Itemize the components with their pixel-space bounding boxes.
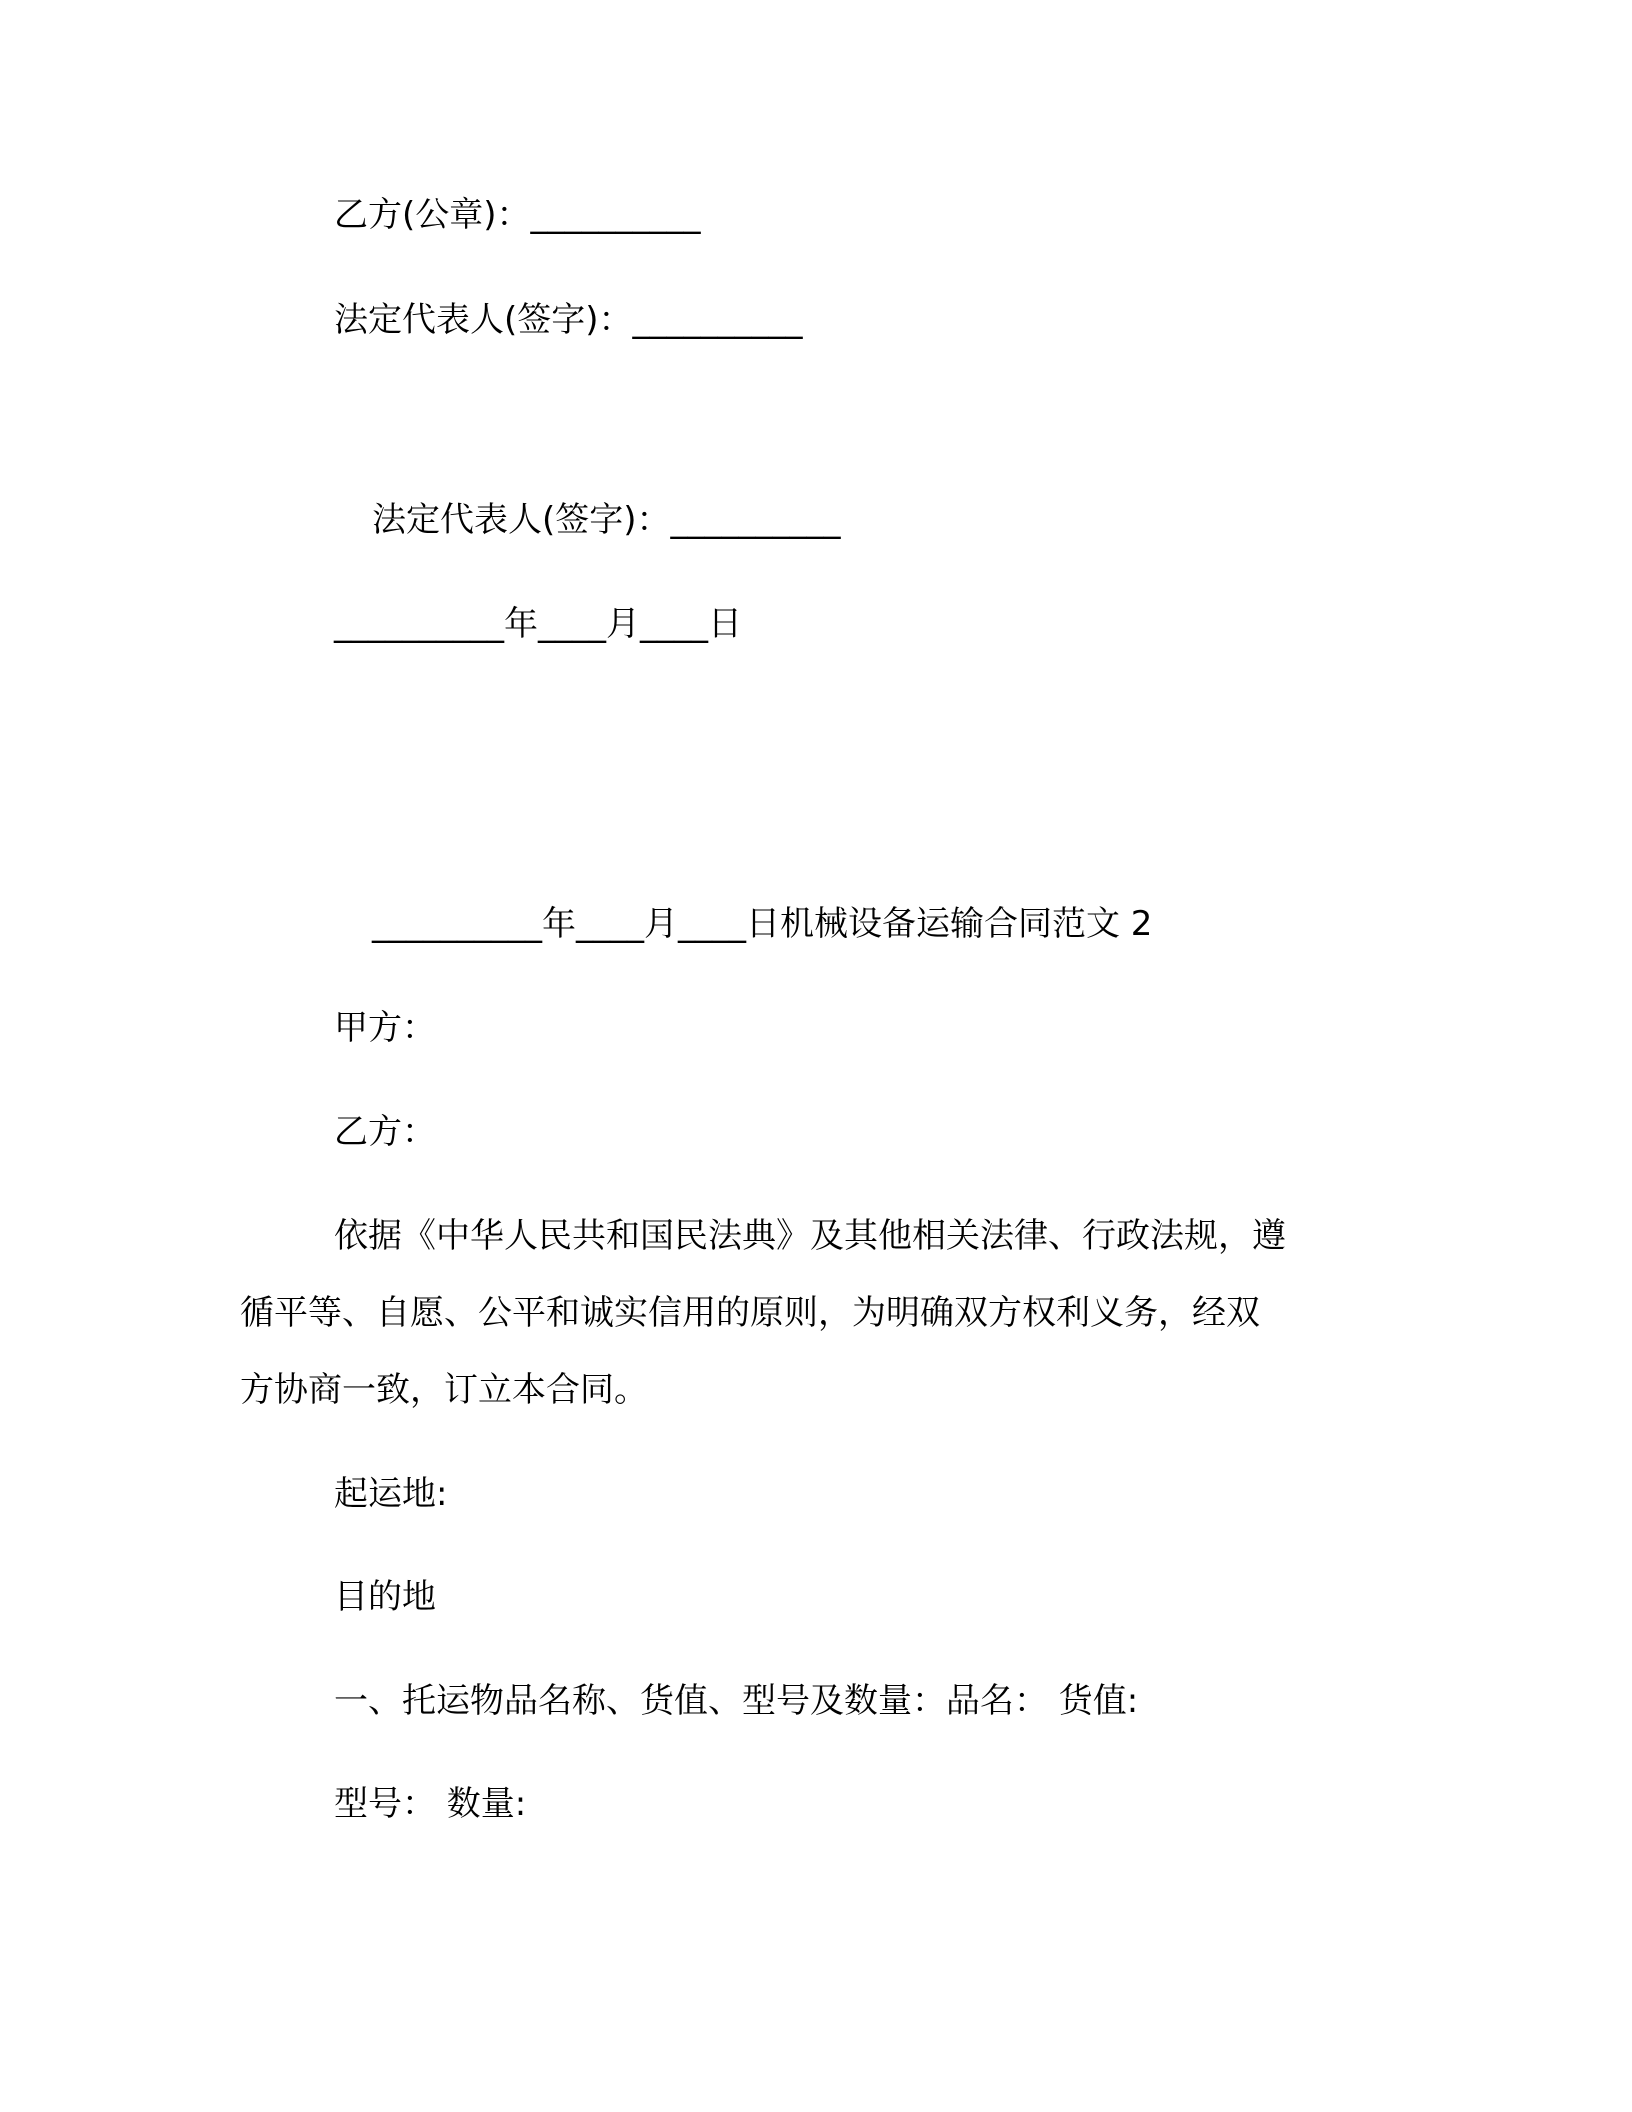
legal-rep-signature-line-2: 法定代表人(签字)：__________ (372, 500, 841, 540)
clause-1-heading: 一、托运物品名称、货值、型号及数量：品名： 货值: (334, 1681, 1139, 1721)
preamble-line-1: 依据《中华人民共和国民法典》及其他相关法律、行政法规，遵 (334, 1216, 1286, 1256)
legal-rep-signature-line: 法定代表人(签字)：__________ (334, 300, 803, 340)
preamble-line-2: 循平等、自愿、公平和诚实信用的原则，为明确双方权利义务，经双 (240, 1293, 1260, 1333)
contract-title: __________年____月____日机械设备运输合同范文 2 (372, 904, 1153, 944)
party-a-label: 甲方： (334, 1008, 436, 1048)
destination-label: 目的地 (334, 1577, 436, 1617)
party-b-seal-line: 乙方(公章)：__________ (334, 195, 701, 235)
preamble-line-3: 方协商一致，订立本合同。 (240, 1370, 648, 1410)
signature-date-line: __________年____月____日 (334, 604, 742, 644)
clause-1-continuation: 型号： 数量: (334, 1784, 527, 1824)
origin-label: 起运地: (334, 1474, 448, 1514)
party-b-label: 乙方： (334, 1112, 436, 1152)
